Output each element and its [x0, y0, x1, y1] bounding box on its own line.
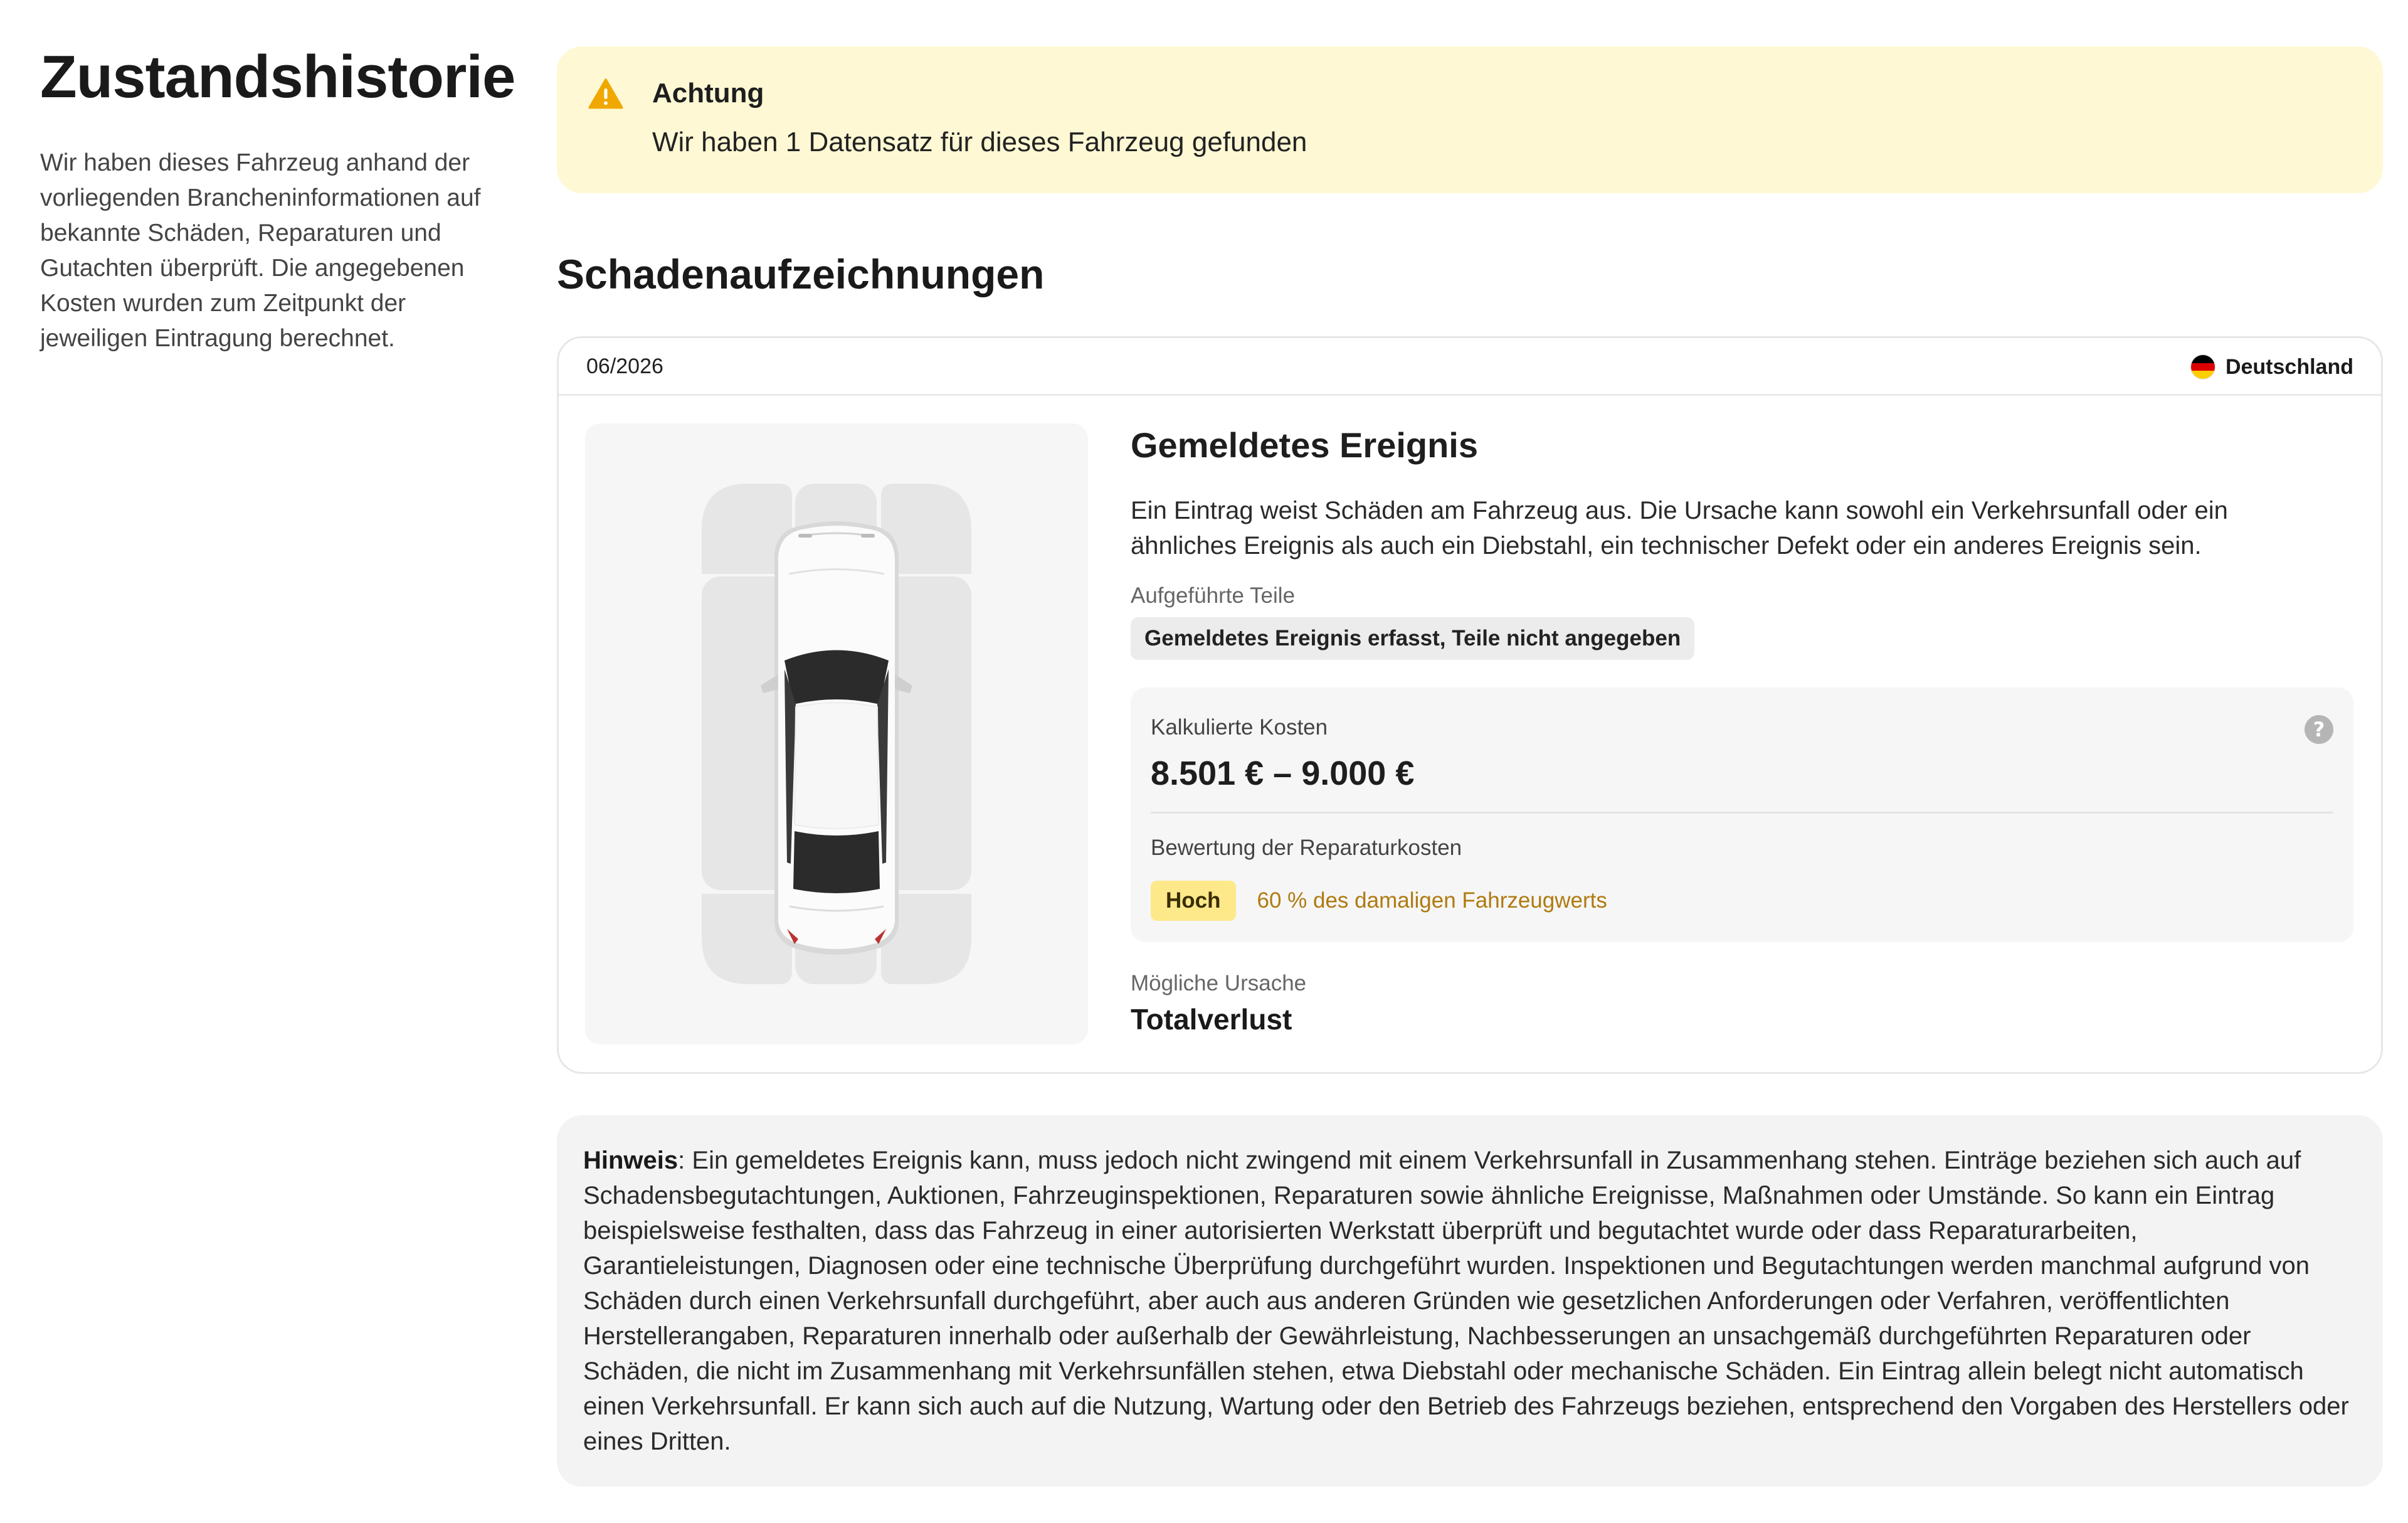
question-icon[interactable]: ?: [2305, 715, 2333, 744]
section-title: Schadenaufzeichnungen: [557, 251, 1045, 297]
alert-title: Achtung: [652, 78, 764, 109]
page-title: Zustandshistorie: [40, 43, 515, 110]
page-description: Wir haben dieses Fahrzeug anhand der vorliegenden Brancheninformationen auf bekannte Schäden, Reparaturen und Gutachten überprüft. Die angegebenen Kosten wurden zum Zeitpunkt der jeweiligen Eintragung berechnet.: [40, 149, 481, 352]
cause-label: Mögliche Ursache: [1131, 971, 1307, 995]
parts-label: Aufgeführte Teile: [1131, 583, 1296, 608]
main-content: [557, 46, 2383, 1487]
rating-row: [1151, 881, 1607, 921]
record-date: 06/2026: [586, 354, 663, 378]
event-title: Gemeldetes Ereignis: [1131, 425, 1479, 465]
damage-record-card: [557, 336, 2383, 1074]
cost-box: [1131, 687, 2353, 942]
country-name: Deutschland: [2225, 354, 2353, 379]
record-country: [2190, 354, 2353, 379]
cause-value: Totalverlust: [1131, 1003, 1292, 1036]
germany-flag-icon: [2190, 354, 2215, 379]
sidebar: [40, 44, 517, 356]
record-details: [1131, 425, 2353, 1036]
parts-chip: Gemeldetes Ereignis erfasst, Teile nicht angegeben: [1131, 617, 1694, 660]
rating-badge: Hoch: [1151, 881, 1236, 921]
rating-text: 60 % des damaligen Fahrzeugwerts: [1257, 888, 1607, 913]
cost-label: Kalkulierte Kosten: [1151, 715, 1328, 740]
cost-value: 8.501 € – 9.000 €: [1151, 755, 1415, 792]
hint-label: Hinweis: [583, 1147, 679, 1174]
alert-text: Wir haben 1 Datensatz für dieses Fahrzeug gefunden: [652, 127, 1307, 157]
car-damage-diagram: [585, 423, 1088, 1044]
hint-text: : Ein gemeldetes Ereignis kann, muss jedoch nicht zwingend mit einem Verkehrsunfall in Zusammenhang stehen. Einträge beziehen sich auch auf Schadensbegutachtungen, Auktionen, Fahrzeuginspektionen, Reparaturen sowie ähnliche Ereignisse, Maßnahmen oder Umstände. So kann ein Eintrag beispielsweise festhalten, dass das Fahrzeug in einer autorisierten Werkstatt überprüft und begutachtet wurde oder dass Reparaturarbeiten, Garantieleistungen, Diagnosen oder eine technische Überprüfung durchgeführt wurden. Inspektionen und Begutachtungen werden manchmal aufgrund von Schäden durch einen Verkehrsunfall durchgeführt, aber auch aus anderen Gründen wie gesetzlichen Anforderungen oder Verfahren, veröffentlichten Herstellerangaben, Reparaturen innerhalb oder außerhalb der Gewährleistung, Nachbesserungen an unsachgemäß durchgeführten Reparaturen oder Schäden, die nicht im Zusammenhang mit Verkehrsunfällen stehen, etwa Diebstahl oder mechanische Schäden. Ein Eintrag allein belegt nicht automatisch einen Verkehrsunfall. Er kann sich auch auf die Nutzung, Wartung oder den Betrieb des Fahrzeugs beziehen, entsprechend den Vorgaben des Herstellers oder eines Dritten.: [583, 1147, 2349, 1455]
alert-banner: [557, 46, 2383, 193]
rating-label: Bewertung der Reparaturkosten: [1151, 836, 1462, 860]
hint-box: [557, 1115, 2383, 1487]
divider: [1151, 812, 2333, 814]
car-top-view-icon: [585, 423, 1088, 1044]
record-header: [559, 338, 2381, 396]
warning-icon: [588, 77, 623, 112]
event-description: Ein Eintrag weist Schäden am Fahrzeug aus. Die Ursache kann sowohl ein Verkehrsunfall oder ein ähnliches Ereignis als auch ein Diebstahl, ein technischer Defekt oder ein anderes Ereignis sein.: [1131, 497, 2228, 560]
